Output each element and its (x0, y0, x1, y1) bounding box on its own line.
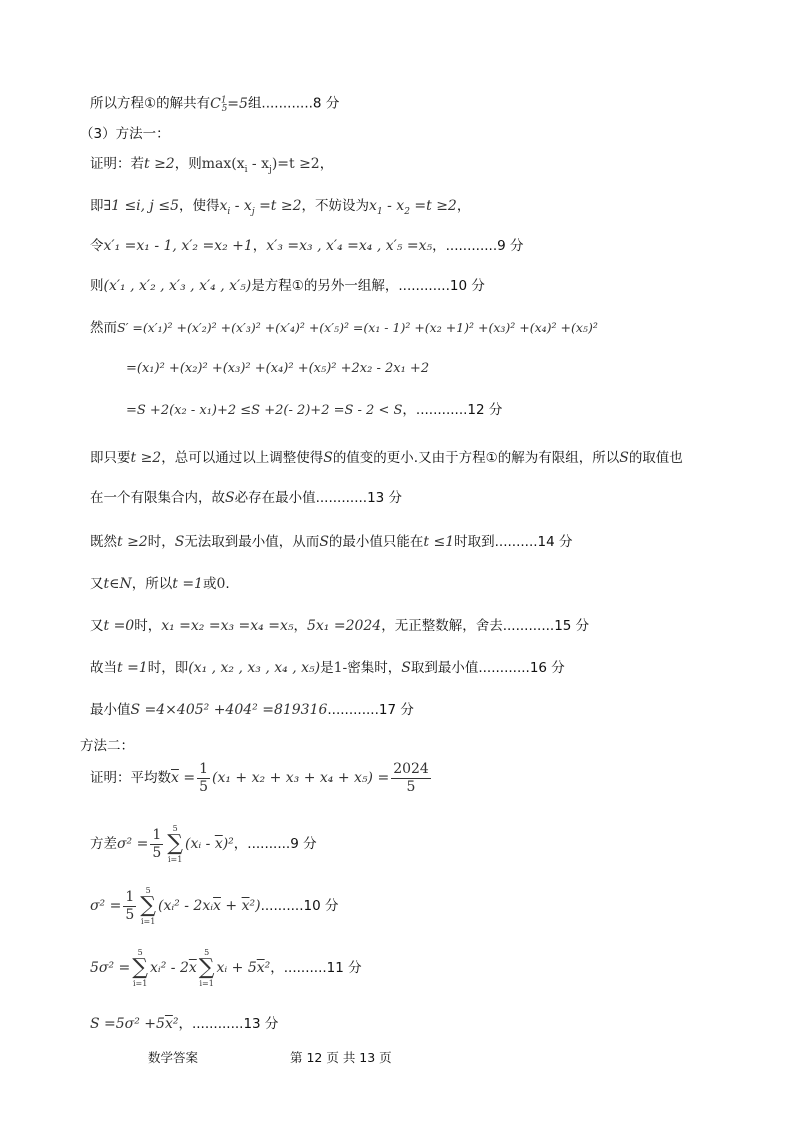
denominator: 5 (199, 778, 209, 795)
text: 证明：若 (90, 156, 144, 172)
sum-upper: 5 (204, 948, 210, 957)
formula: =S +2(x₂ - x₁)+2 ≤S +2(- 2)+2 =S - 2 < S (126, 403, 403, 418)
text: 最小值 (90, 702, 131, 718)
formula: t ≥2 (117, 534, 148, 550)
fraction (150, 827, 163, 862)
text: 是方程①的另外一组解，............10 分 (251, 278, 485, 294)
text: 的最小值只能在 (328, 534, 424, 550)
numerator: 1 (152, 826, 162, 843)
sum-upper: 5 (172, 824, 178, 833)
text: ，............13 分 (178, 1016, 279, 1032)
formula: t ≤1 (423, 534, 455, 550)
formula: $\overline{x}$ (213, 898, 221, 914)
fraction (391, 761, 431, 796)
denominator: 5 (406, 778, 416, 795)
text: 无法取到最小值，从而 (184, 534, 320, 550)
formula-part: =t ≥2 (409, 198, 457, 214)
numerator: 1 (199, 760, 209, 777)
formula: $\overline{x}$ (188, 960, 197, 976)
text: ，使得 (179, 198, 220, 214)
sigma-glyph: ∑ (198, 955, 215, 980)
formula: 0 (216, 576, 226, 592)
text: 时， (147, 534, 175, 550)
formula: ² (172, 1016, 179, 1032)
formula: S =5σ² +5 (90, 1016, 165, 1032)
formula: S′ =(x′₁)² +(x′₂)² +(x′₃)² +(x′₄)² +(x′₅)² =(x₁ - 1)² +(x₂ +1)² +(x₃)² +(x₄)² +(x₅)² (117, 320, 598, 335)
formula: x₁ =x₂ =x₃ =x₄ =x₅ (161, 618, 294, 634)
text: ，............9 分 (432, 238, 524, 254)
formula-sub: 5 (221, 104, 228, 115)
text: 时，即 (147, 660, 189, 676)
denominator: 5 (125, 906, 135, 923)
answer-line-6 (90, 276, 485, 296)
method-two-heading (80, 736, 134, 756)
formula: S (619, 450, 629, 466)
text: 故当 (90, 660, 117, 676)
text: 证明：平均数 (90, 770, 171, 786)
answer-line-5 (90, 236, 524, 256)
formula-sub: 1 (376, 206, 383, 217)
formula: (x₁ , x₂ , x₃ , x₄ , x₅) (188, 660, 321, 676)
footer-page-number: 第 12 页 共 13 页 (290, 1050, 392, 1065)
text: 又 (90, 618, 104, 634)
formula: $\overline{x}$ (214, 836, 223, 852)
sum-lower: i=1 (140, 917, 156, 926)
sum-upper: 5 (145, 886, 151, 895)
text: ，..........9 分 (233, 836, 317, 852)
answer-line-mean (90, 760, 433, 796)
sum-lower: i=1 (132, 979, 148, 988)
answer-line-10 (90, 448, 683, 468)
answer-line-8 (126, 358, 429, 379)
text: 令 (90, 238, 104, 254)
formula (210, 95, 248, 115)
formula-part: max(x (201, 156, 245, 172)
text: 则 (90, 278, 104, 294)
formula: ² (264, 960, 271, 976)
text: 方差 (90, 836, 117, 852)
formula-sub: i (227, 206, 231, 217)
formula: ²) (249, 898, 261, 914)
formula: S (319, 534, 329, 550)
fraction (197, 761, 210, 796)
answer-line-14 (90, 616, 589, 636)
text: ，则 (174, 156, 202, 172)
formula: xᵢ² - 2 (149, 960, 189, 976)
formula-part: - x (230, 198, 252, 214)
text: 又 (90, 576, 104, 592)
text: ..........10 分 (260, 898, 339, 914)
text: ，............12 分 (402, 402, 503, 418)
formula: t =0 (103, 618, 135, 634)
text: 所以方程①的解共有 (90, 95, 211, 112)
answer-line-s-formula (90, 1014, 278, 1034)
formula-part: )=t ≥2 (271, 156, 320, 172)
answer-line-9 (126, 400, 502, 421)
formula: S (225, 490, 235, 506)
text: 或 (202, 576, 217, 592)
text: ，..........11 分 (270, 960, 362, 976)
text: ，所以 (131, 576, 173, 592)
formula: 5x₁ =2024 (306, 618, 382, 634)
sum-upper: 5 (137, 948, 143, 957)
text: ，总可以通过以上调整使得 (161, 450, 324, 466)
formula: $\overline{x}$ (171, 770, 179, 786)
sigma-glyph: ∑ (167, 831, 183, 856)
text: 必存在最小值............13 分 (234, 490, 403, 506)
denominator: 5 (152, 844, 162, 861)
text: 取到最小值............16 分 (410, 660, 565, 676)
answer-line-variance-expand (90, 884, 338, 928)
formula-part: - x (247, 156, 270, 172)
text: 时， (134, 618, 162, 634)
text: . (225, 576, 230, 592)
text: 的值变的更小.又由于方程①的解为有限组，所以 (332, 450, 620, 466)
sum-symbol (199, 948, 215, 988)
formula (369, 198, 457, 217)
fraction (123, 889, 136, 924)
answer-line-5-variance (90, 946, 362, 990)
sum-symbol (167, 824, 183, 864)
formula: + (220, 898, 242, 914)
formula: ∃1 ≤i, j ≤5 (103, 198, 179, 214)
text: 即只要 (90, 450, 131, 466)
formula: $\overline{x}$ (164, 1016, 173, 1032)
numerator: 1 (125, 888, 135, 905)
formula: (x₁ + x₂ + x₃ + x₄ + x₅) = (212, 770, 390, 786)
formula: =(x₁)² +(x₂)² +(x₃)² +(x₄)² +(x₅)² +2x₂ - 2x₁ +2 (126, 361, 430, 376)
text: 的取值也 (628, 450, 683, 466)
text: ............17 分 (327, 702, 414, 718)
formula: = (178, 770, 196, 786)
text: 时取到..........14 分 (454, 534, 573, 550)
formula (201, 156, 320, 175)
formula: )² (222, 836, 234, 852)
sum-symbol (140, 886, 156, 926)
formula: t ≥2 (144, 156, 175, 172)
formula-part: =5 (227, 95, 248, 112)
text: 既然 (90, 534, 117, 550)
text: 即 (90, 198, 104, 214)
formula-part: x (219, 198, 228, 214)
formula: (x′₁ , x′₂ , x′₃ , x′₄ , x′₅) (103, 278, 252, 294)
footer-subject: 数学答案 (148, 1050, 199, 1065)
text: 在一个有限集合内，故 (90, 490, 225, 506)
sum-lower: i=1 (167, 855, 183, 864)
formula: x′₁ =x₁ - 1, x′₂ =x₂ +1 (103, 238, 253, 254)
formula: (xᵢ - (185, 836, 215, 852)
sum-lower: i=1 (199, 979, 214, 988)
formula-sup: 1 (220, 95, 227, 105)
formula: σ² = (90, 898, 122, 914)
text: ， (252, 238, 267, 254)
text: 密集时， (347, 660, 402, 676)
answer-line-7 (90, 318, 598, 338)
formula: t∈N (103, 576, 132, 592)
answer-line-1 (90, 90, 339, 119)
text: ， (456, 198, 471, 214)
answer-line-15 (90, 658, 565, 678)
formula: t =1 (172, 576, 203, 592)
formula (219, 198, 302, 217)
text: 是 (320, 660, 334, 676)
numerator: 2024 (393, 760, 429, 777)
answer-line-4 (90, 196, 470, 222)
text: ，无正整数解，舍去............15 分 (381, 618, 590, 634)
formula-part: =t ≥2 (254, 198, 302, 214)
sum-symbol (132, 948, 148, 988)
text: 组............8 分 (247, 95, 340, 112)
answer-line-12 (90, 532, 573, 552)
text: ， (319, 156, 334, 172)
formula: $\overline{x}$ (241, 898, 250, 914)
formula: 1- (333, 660, 348, 676)
sigma-glyph: ∑ (132, 955, 148, 980)
answer-line-variance (90, 822, 317, 866)
formula-part: C (210, 95, 221, 112)
formula: S (323, 450, 333, 466)
text: ，不妨设为 (301, 198, 370, 214)
formula-sub: j (269, 164, 272, 175)
text: 方法二： (80, 738, 134, 754)
formula: t =1 (117, 660, 148, 676)
formula: x′₃ =x₃ , x′₄ =x₄ , x′₅ =x₅ (266, 238, 433, 254)
answer-line-13 (90, 574, 230, 594)
formula: 5σ² = (90, 960, 131, 976)
formula-sub: i (244, 164, 248, 175)
answer-line-11 (90, 488, 402, 508)
formula: t ≥2 (130, 450, 162, 466)
formula: S =4×405² +404² =819316 (130, 702, 328, 718)
formula-sub: 2 (404, 206, 410, 217)
formula: σ² = (117, 836, 149, 852)
formula: S (401, 660, 411, 676)
text: （3）方法一： (80, 126, 170, 142)
formula: xᵢ + 5 (216, 960, 257, 976)
formula-sub: j (251, 206, 255, 217)
formula: $\overline{x}$ (256, 960, 265, 976)
answer-line-3 (90, 154, 333, 180)
text: 然而 (90, 320, 117, 336)
formula-part: - x (382, 198, 405, 214)
answer-line-16 (90, 700, 414, 720)
section-heading-3 (80, 124, 170, 144)
sigma-glyph: ∑ (140, 893, 156, 918)
formula: S (174, 534, 185, 550)
formula: (xᵢ² - 2xᵢ (158, 898, 214, 914)
formula-part: x (369, 198, 377, 214)
text: ， (293, 618, 307, 634)
